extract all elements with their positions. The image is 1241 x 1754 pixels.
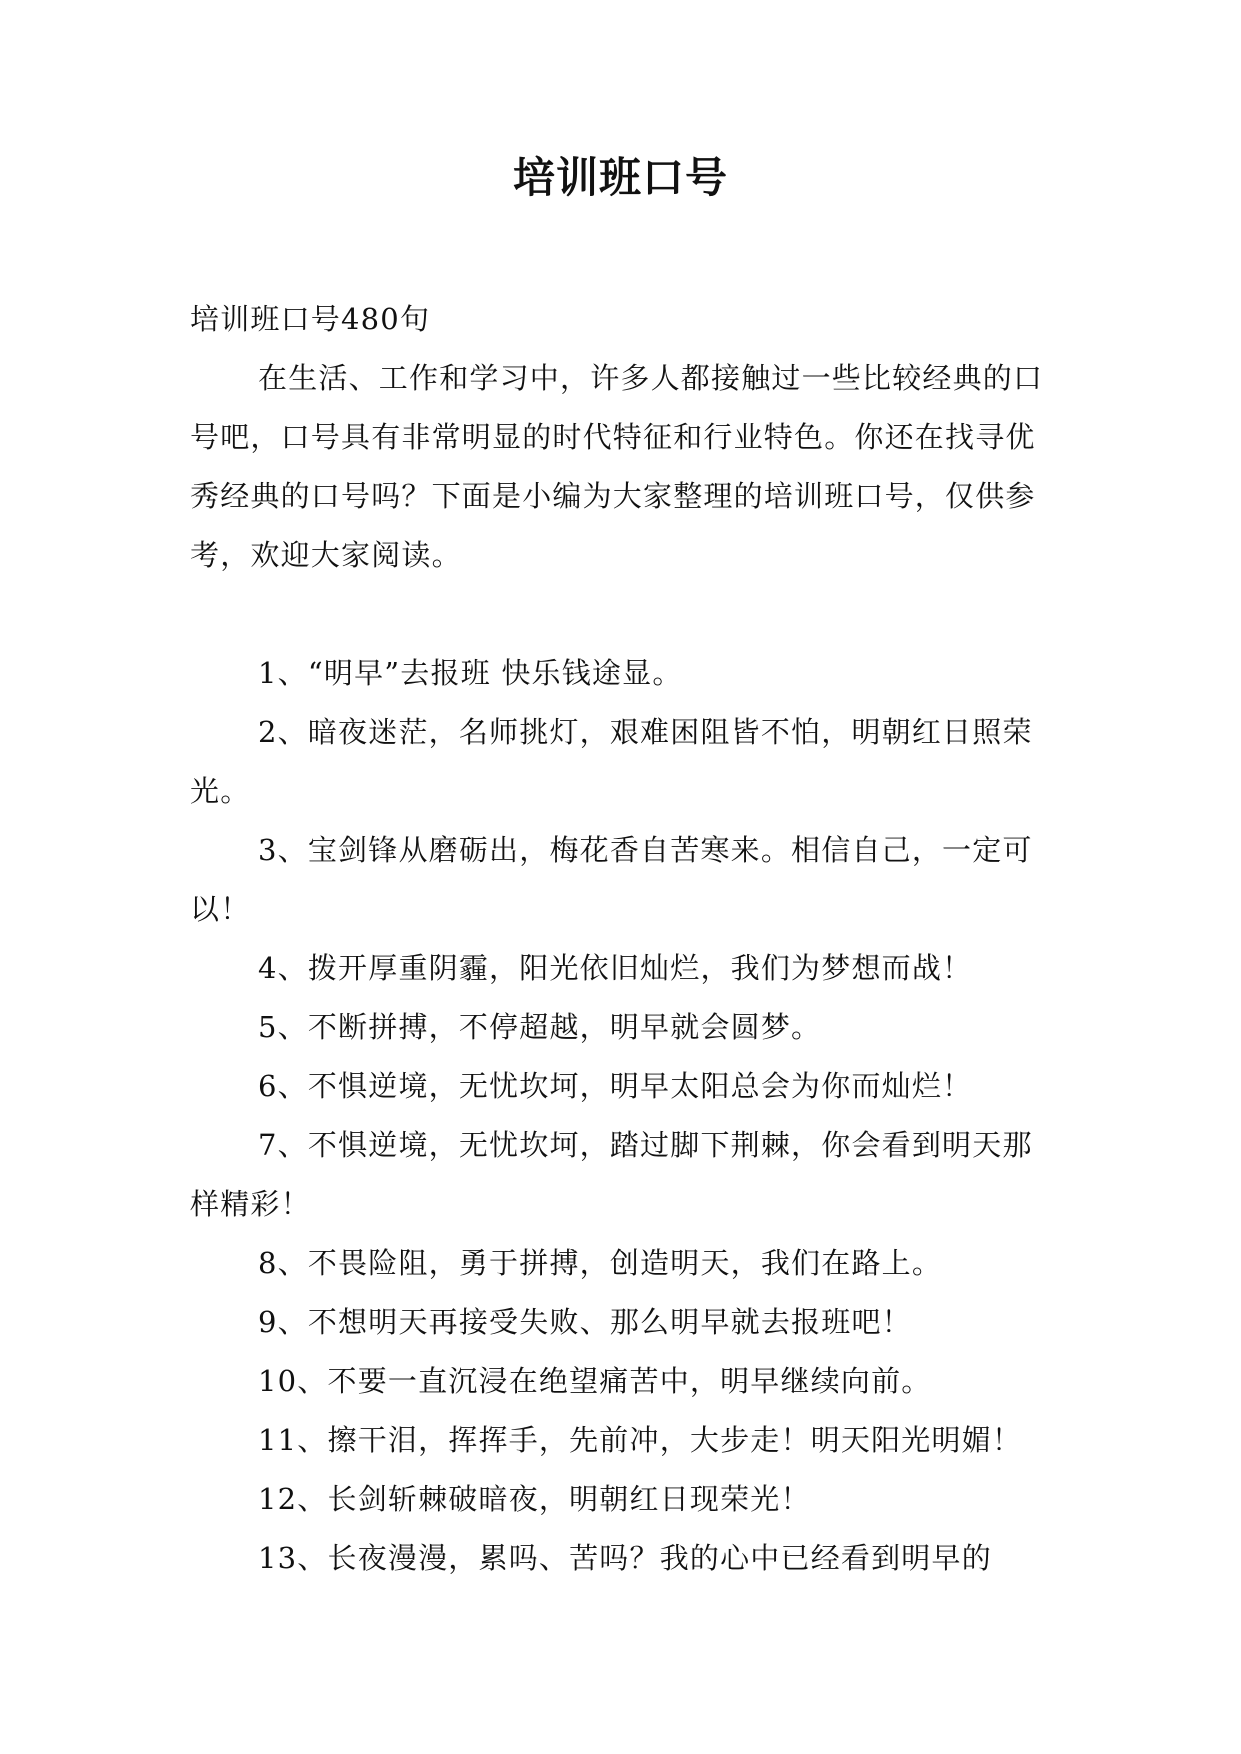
- slogan-item: 9、不想明天再接受失败、那么明早就去报班吧！: [258, 1305, 912, 1339]
- document-body: [190, 290, 1050, 1588]
- slogan-item: 13、长夜漫漫，累吗、苦吗？我的心中已经看到明早的: [258, 1541, 992, 1575]
- document-title: 培训班口号: [512, 153, 728, 202]
- slogan-item: 1、“明早”去报班 快乐钱途显。: [258, 656, 683, 690]
- slogan-item: 4、拨开厚重阴霾，阳光依旧灿烂，我们为梦想而战！: [258, 951, 973, 985]
- slogan-item: 12、长剑斩棘破暗夜，明朝红日现荣光！: [258, 1482, 811, 1516]
- document-subtitle: 培训班口号480句: [190, 302, 431, 336]
- intro-paragraph: 在生活、工作和学习中，许多人都接触过一些比较经典的口号吧，口号具有非常明显的时代特征和行业特色。你还在找寻优秀经典的口号吗？下面是小编为大家整理的培训班口号，仅供参考，欢迎大家阅读。: [190, 361, 1044, 572]
- slogan-item: 2、暗夜迷茫，名师挑灯，艰难困阻皆不怕，明朝红日照荣光。: [190, 715, 1033, 808]
- slogan-item: 3、宝剑锋从磨砺出，梅花香自苦寒来。相信自己，一定可以！: [190, 833, 1033, 926]
- slogan-item: 5、不断拼搏，不停超越，明早就会圆梦。: [258, 1010, 822, 1044]
- paragraph-spacer: [190, 585, 1050, 644]
- slogan-item: 8、不畏险阻，勇于拼搏，创造明天，我们在路上。: [258, 1246, 943, 1280]
- slogan-item: 11、擦干泪，挥挥手，先前冲，大步走！明天阳光明媚！: [258, 1423, 1023, 1457]
- slogan-item: 10、不要一直沉浸在绝望痛苦中，明早继续向前。: [258, 1364, 932, 1398]
- slogan-item: 7、不惧逆境，无忧坎坷，踏过脚下荆棘，你会看到明天那样精彩！: [190, 1128, 1033, 1221]
- slogan-item: 6、不惧逆境，无忧坎坷，明早太阳总会为你而灿烂！: [258, 1069, 973, 1103]
